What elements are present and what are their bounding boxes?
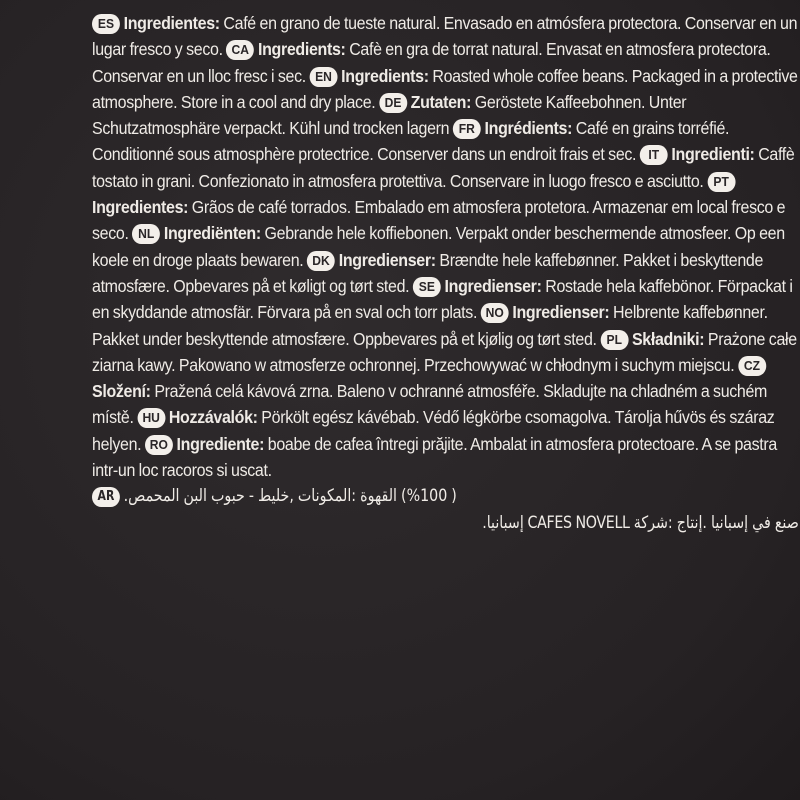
language-badge-se: SE xyxy=(413,277,441,297)
language-badge-nl: NL xyxy=(132,224,160,244)
entry-body: Prażone całe ziarna kawy. Pakowano w atmosferze ochronnej. Przechowywać w chłodnym i suchym miejscu. xyxy=(92,328,797,375)
language-badge-ca: CA xyxy=(226,40,254,60)
entry-body: Grãos de café torrados. Embalado em atmosfera protetora. Armazenar em local fresco e seco. xyxy=(92,197,786,244)
entry-heading: Ingrédients: xyxy=(484,118,573,139)
entry-heading: Ingrediënten: xyxy=(163,223,261,244)
entry-heading: Ingredienser: xyxy=(444,275,542,296)
language-badge-pt: PT xyxy=(707,172,735,192)
entry-heading: Ingredients: xyxy=(341,65,429,86)
entry-heading: Ingredienser: xyxy=(338,249,436,270)
entry-body: Geröstete Kaffeebohnen. Unter Schutzatmosphäre verpackt. Kühl und trocken lagern xyxy=(92,91,687,139)
entry-body: Pražená celá kávová zrna. Baleno v ochranné atmosféře. Skladujte na chladném a suchém místě. xyxy=(92,381,768,428)
language-badge-no: NO xyxy=(481,303,509,323)
language-badge-ar: AR xyxy=(92,487,120,507)
entry-heading: Ingredients: xyxy=(257,39,346,60)
language-badge-fr: FR xyxy=(453,119,481,139)
language-badge-cz: CZ xyxy=(738,356,766,376)
entry-heading: Ingredientes: xyxy=(123,13,220,33)
entry-heading: Ingredienti: xyxy=(671,144,755,165)
entry-body: Helbrente kaffebønner. Pakket under beskyttende atmosfære. Oppbevares på et kjølig og tørt sted. xyxy=(92,302,768,349)
entry-body: Café en grains torréfié. Conditionné sous atmosphère protectrice. Conserver dans un endroit frais et sec. xyxy=(92,118,730,165)
entry-ro xyxy=(92,434,777,480)
language-badge-de: DE xyxy=(379,93,407,113)
entry-heading: Hozzávalók: xyxy=(168,407,258,428)
entry-heading: Składniki: xyxy=(631,328,705,349)
language-badge-it: IT xyxy=(640,145,668,165)
entry-body: Cafè en gra de torrat natural. Envasat en atmosfera protectora. Conservar en un lloc fresc i sec. xyxy=(92,39,771,86)
ingredients-text xyxy=(92,10,799,536)
entry-body: Gebrande hele koffiebonen. Verpakt onder beschermende atmosfeer. Op een koele en droge plaats bewaren. xyxy=(92,223,785,270)
language-badge-es: ES xyxy=(92,14,120,34)
entry-ar xyxy=(92,483,799,536)
entry-body: Café en grano de tueste natural. Envasado en atmósfera protectora. Conservar en un lugar fresco y seco. xyxy=(92,13,798,60)
entry-body: boabe de cafea întregi prăjite. Ambalat in atmosfera protectoare. A se pastra intr-un loc racoros si uscat. xyxy=(92,433,777,481)
language-badge-pl: PL xyxy=(600,330,628,350)
entry-heading: Ingredientes: xyxy=(92,197,189,218)
entry-heading: Zutaten: xyxy=(410,91,472,112)
entry-body: Brændte hele kaffebønner. Pakket i beskyttende atmosfære. Opbevares på et køligt og tørt sted. xyxy=(92,249,764,296)
entry-body: Roasted whole coffee beans. Packaged in a protective atmosphere. Store in a cool and dry place. xyxy=(92,65,798,112)
entry-body: Pörkölt egész kávébab. Védő légkörbe csomagolva. Tárolja hűvös és száraz helyen. xyxy=(92,407,775,454)
arabic-ingredients: ( %100) القهوة :المكونات ,خليط - حبوب البن المحمص. xyxy=(123,486,457,507)
arabic-origin: صنع في إسبانيا .إنتاج :شركة CAFES NOVELL إسبانيا. xyxy=(482,512,799,533)
entry-heading: Ingrediente: xyxy=(176,433,265,454)
entry-body: Rostade hela kaffebönor. Förpackat i en skyddande atmosfär. Förvara på en sval och torr plats. xyxy=(92,275,793,323)
entry-heading: Složení: xyxy=(92,381,151,402)
language-badge-en: EN xyxy=(310,67,338,87)
entry-heading: Ingredienser: xyxy=(512,302,610,323)
entry-body: Caffè tostato in grani. Confezionato in atmosfera protettiva. Conservare in luogo fresco e asciutto. xyxy=(92,144,795,191)
language-badge-hu: HU xyxy=(137,408,165,428)
language-badge-ro: RO xyxy=(145,435,173,455)
language-badge-dk: DK xyxy=(307,251,335,271)
